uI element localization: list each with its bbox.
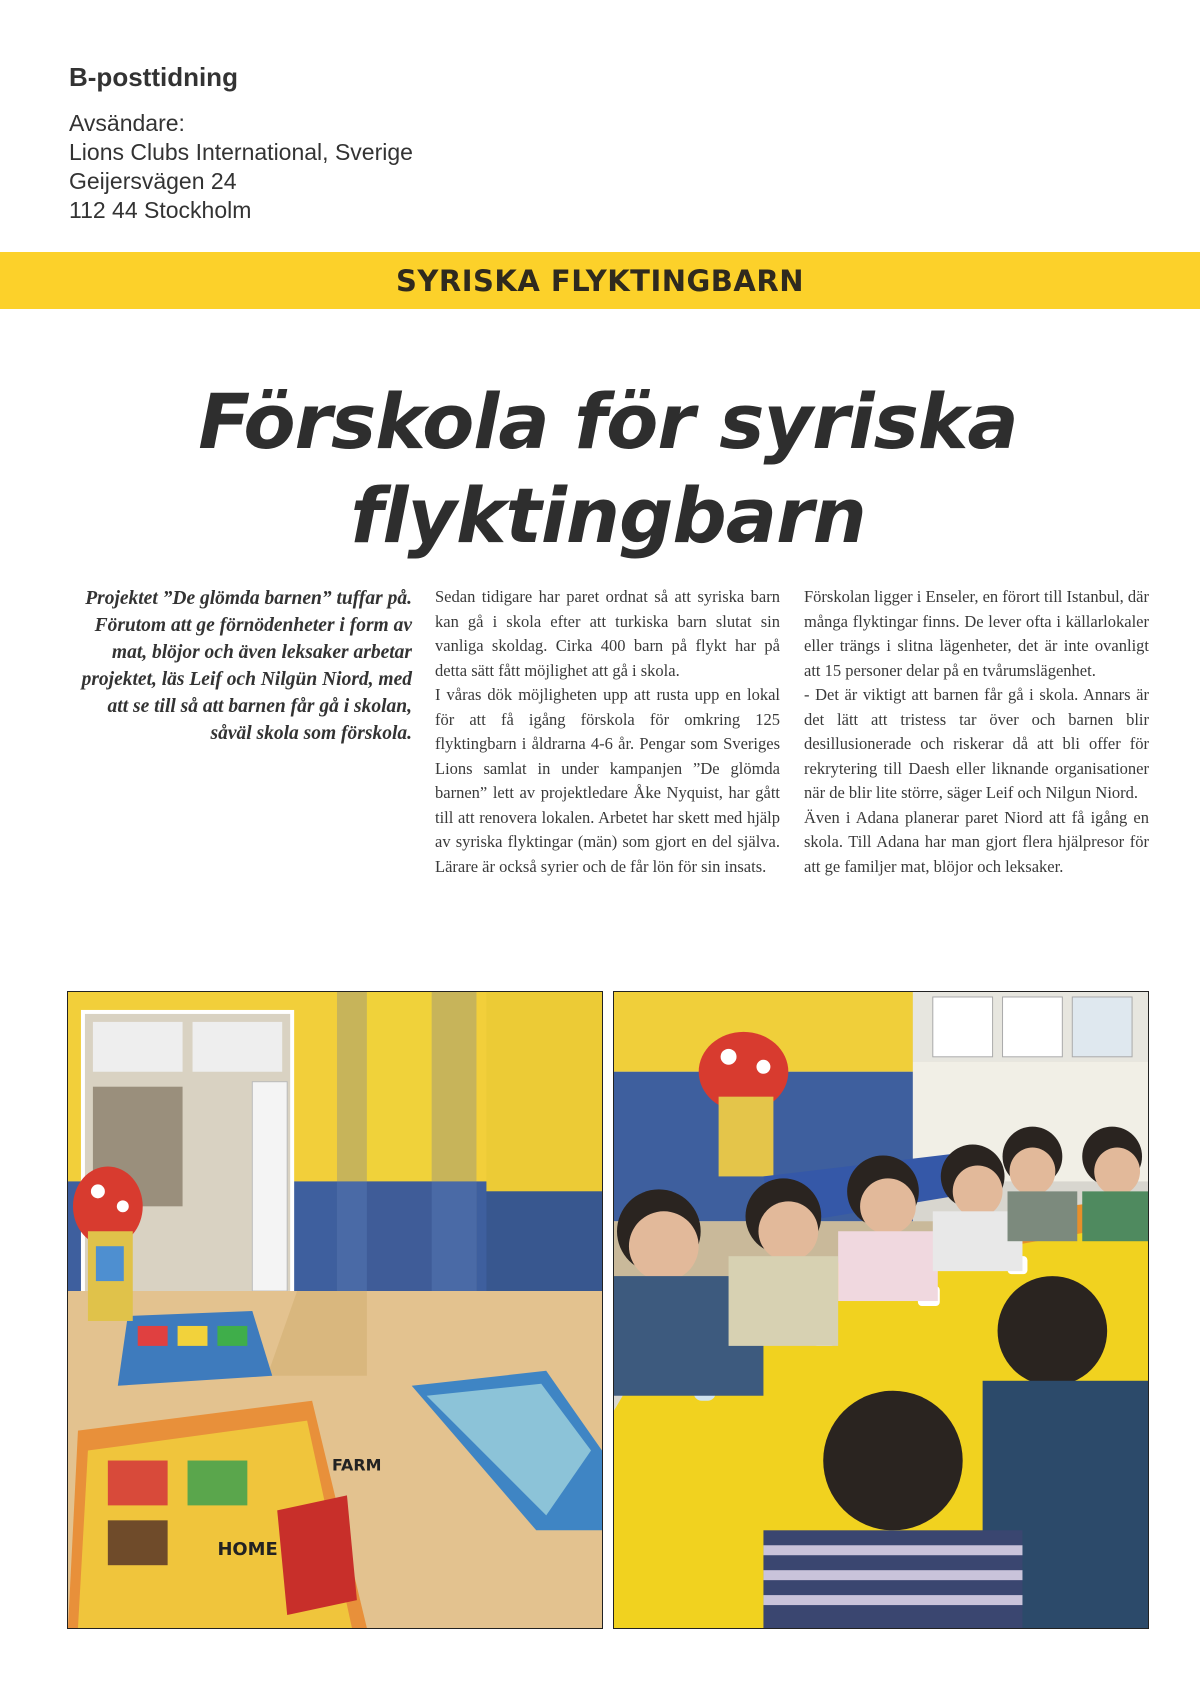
column3-paragraph: - Det är viktigt att barnen får gå i skola. Annars är det lätt att tristess tar över och barnen blir desillusionerade och riskerar då att bli offer för rekrytering till Daesh eller liknande organisationer när de blir lite större, säger Leif och Nilgun Niord. [804,685,1149,802]
column3-paragraph: Förskolan ligger i Enseler, en förort till Istanbul, där många flyktingar finns. De lever ofta i källarlokaler eller trängs i slitna lägenheter, det är inte ovanligt att 15 personer delar på en tvårumslägenhet. [804,587,1149,680]
children-illustration [614,992,1148,1628]
page-title-line2: flyktingbarn [350,471,866,560]
classroom-photo [67,991,603,1629]
postage-type: B-posttidning [69,62,238,92]
article-column-3 [804,585,1149,879]
lead-paragraph [70,585,412,747]
page-title [0,375,1200,563]
sender-street: Geijersvägen 24 [69,168,237,194]
article-column-2 [435,585,780,879]
rug-label: HOME [217,1539,278,1561]
sender-postal: 112 44 Stockholm [69,197,252,223]
classroom-illustration [68,992,602,1628]
section-banner-label: SYRISKA FLYKTINGBARN [396,263,804,298]
rug-label: FARM [332,1455,382,1475]
sender-label: Avsändare: [69,110,185,136]
children-photo [613,991,1149,1629]
section-banner [0,252,1200,309]
sender-name: Lions Clubs International, Sverige [69,139,413,165]
column2-paragraph: Sedan tidigare har paret ordnat så att syriska barn kan gå i skola efter att turkiska barn slutat sin vanliga skoldag. Cirka 400 barn på flykt har på detta sätt fått möjlighet att gå i skola. [435,587,780,680]
column3-paragraph: Även i Adana planerar paret Niord att få igång en skola. Till Adana har man gjort flera hjälpresor för att ge familjer mat, blöjor och leksaker. [804,807,1149,876]
page-title-line1: Förskola för syriska [198,377,1018,466]
column2-paragraph: I våras dök möjligheten upp att rusta upp en lokal för att få igång förskola för omkring 125 flyktingbarn i åldrarna 4-6 år. Pengar som Sveriges Lions samlat in under kampanjen ”De glömda barnen” lett av projektledare Åke Nyquist, har gått till att renovera lokalen. Arbetet har skett med hjälp av syriska flyktingar (män) som gjort en del själva. Lärare är också syrier och de får lön för sin insats. [435,685,780,876]
postage-block [69,62,413,225]
lead-text: Projektet ”De glömda barnen” tuffar på. Förutom att ge förnödenheter i form av mat, blöjor och även leksaker arbetar projektet, läs Leif och Nilgün Niord, med att se till så att barnen får gå i skolan, såväl skola som förskola. [81,588,412,744]
